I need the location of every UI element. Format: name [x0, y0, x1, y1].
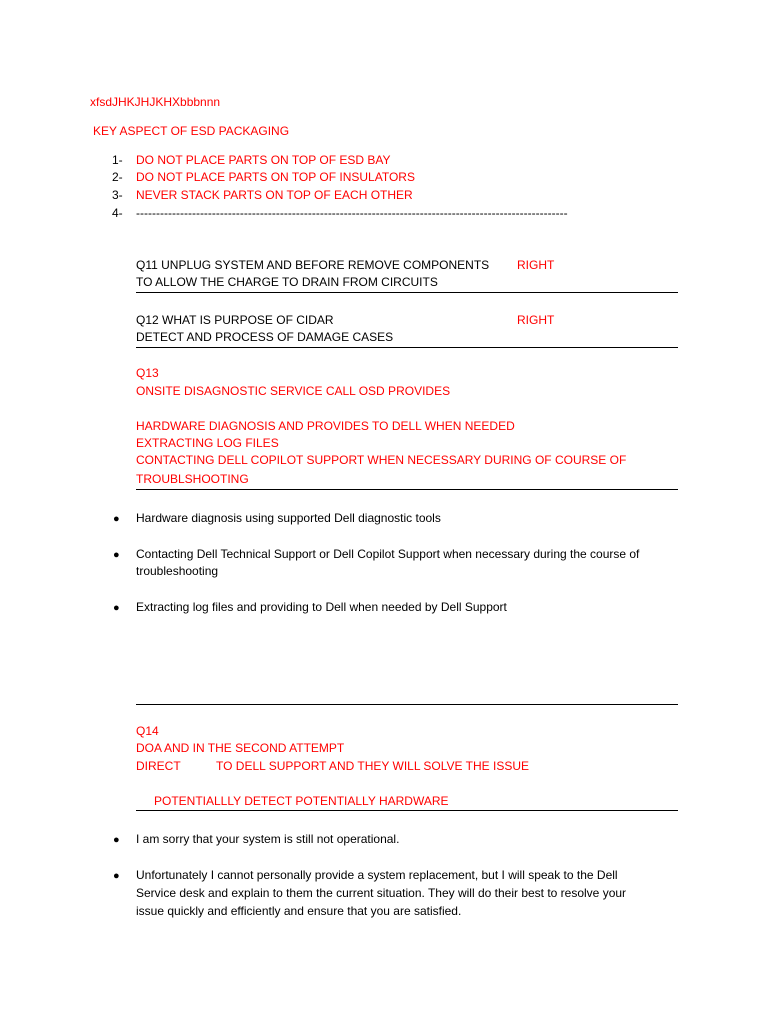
junk-text: xfsdJHKJHJKHXbbbnnn — [90, 95, 221, 109]
q13-bullet-2-line-2: troubleshooting — [136, 564, 219, 578]
q13-divider — [136, 489, 678, 490]
q11-verdict: RIGHT — [517, 258, 555, 272]
q14-divider — [136, 810, 678, 811]
q12-divider — [136, 347, 678, 348]
q13-bullet-2-line-1: Contacting Dell Technical Support or Dell Copilot Support when necessary during the course of — [136, 547, 640, 561]
esd-num-4: 4- — [112, 206, 123, 220]
esd-item-3: NEVER STACK PARTS ON TOP OF EACH OTHER — [136, 188, 413, 202]
q13-subtitle: ONSITE DISAGNOSTIC SERVICE CALL OSD PROVIDES — [136, 384, 451, 398]
q13-bullet-3: Extracting log files and providing to Dell when needed by Dell Support — [136, 600, 507, 614]
q14-bullet-1: I am sorry that your system is still not operational. — [136, 832, 400, 846]
q12-verdict: RIGHT — [517, 313, 555, 327]
q14-bullet-2-line-2: Service desk and explain to them the current situation. They will do their best to resolve your — [136, 886, 627, 900]
esd-title: KEY ASPECT OF ESD PACKAGING — [93, 124, 290, 138]
q14-line-1: DOA AND IN THE SECOND ATTEMPT — [136, 741, 345, 755]
bullet-marker: ● — [113, 513, 120, 525]
esd-num-3: 3- — [112, 188, 123, 202]
q14-top-divider — [136, 704, 678, 705]
q14-line-2-b: TO DELL SUPPORT AND THEY WILL SOLVE THE ISSUE — [216, 759, 529, 773]
esd-item-2: DO NOT PLACE PARTS ON TOP OF INSULATORS — [136, 170, 415, 184]
bullet-marker: ● — [113, 870, 120, 882]
q14-bullet-2-line-1: Unfortunately I cannot personally provide a system replacement, but I will speak to the Dell — [136, 868, 618, 882]
q13-answer-3: CONTACTING DELL COPILOT SUPPORT WHEN NECESSARY DURING OF COURSE OF — [136, 453, 627, 467]
q13-title: Q13 — [136, 366, 159, 380]
q11-answer: TO ALLOW THE CHARGE TO DRAIN FROM CIRCUITS — [136, 275, 438, 289]
q14-title: Q14 — [136, 724, 159, 738]
q14-bullet-2-line-3: issue quickly and efficiently and ensure that you are satisfied. — [136, 904, 462, 918]
esd-num-2: 2- — [112, 170, 123, 184]
esd-item-1: DO NOT PLACE PARTS ON TOP OF ESD BAY — [136, 153, 391, 167]
q13-answer-4: TROUBLSHOOTING — [136, 472, 249, 486]
bullet-marker: ● — [113, 602, 120, 614]
q12-answer: DETECT AND PROCESS OF DAMAGE CASES — [136, 330, 394, 344]
q14-line-2-a: DIRECT — [136, 759, 181, 773]
q14-line-3: POTENTIALLLY DETECT POTENTIALLY HARDWARE — [154, 794, 449, 808]
q13-answer-2: EXTRACTING LOG FILES — [136, 436, 279, 450]
esd-num-1: 1- — [112, 153, 123, 167]
q13-bullet-1: Hardware diagnosis using supported Dell diagnostic tools — [136, 511, 441, 525]
esd-item-4-dashes: ------------------------------------------------------------------------------------------------------------ — [136, 206, 568, 220]
q11-divider — [136, 292, 678, 293]
bullet-marker: ● — [113, 834, 120, 846]
q11-question: Q11 UNPLUG SYSTEM AND BEFORE REMOVE COMPONENTS — [136, 258, 490, 272]
q13-answer-1: HARDWARE DIAGNOSIS AND PROVIDES TO DELL WHEN NEEDED — [136, 419, 515, 433]
bullet-marker: ● — [113, 549, 120, 561]
q12-question: Q12 WHAT IS PURPOSE OF CIDAR — [136, 313, 334, 327]
